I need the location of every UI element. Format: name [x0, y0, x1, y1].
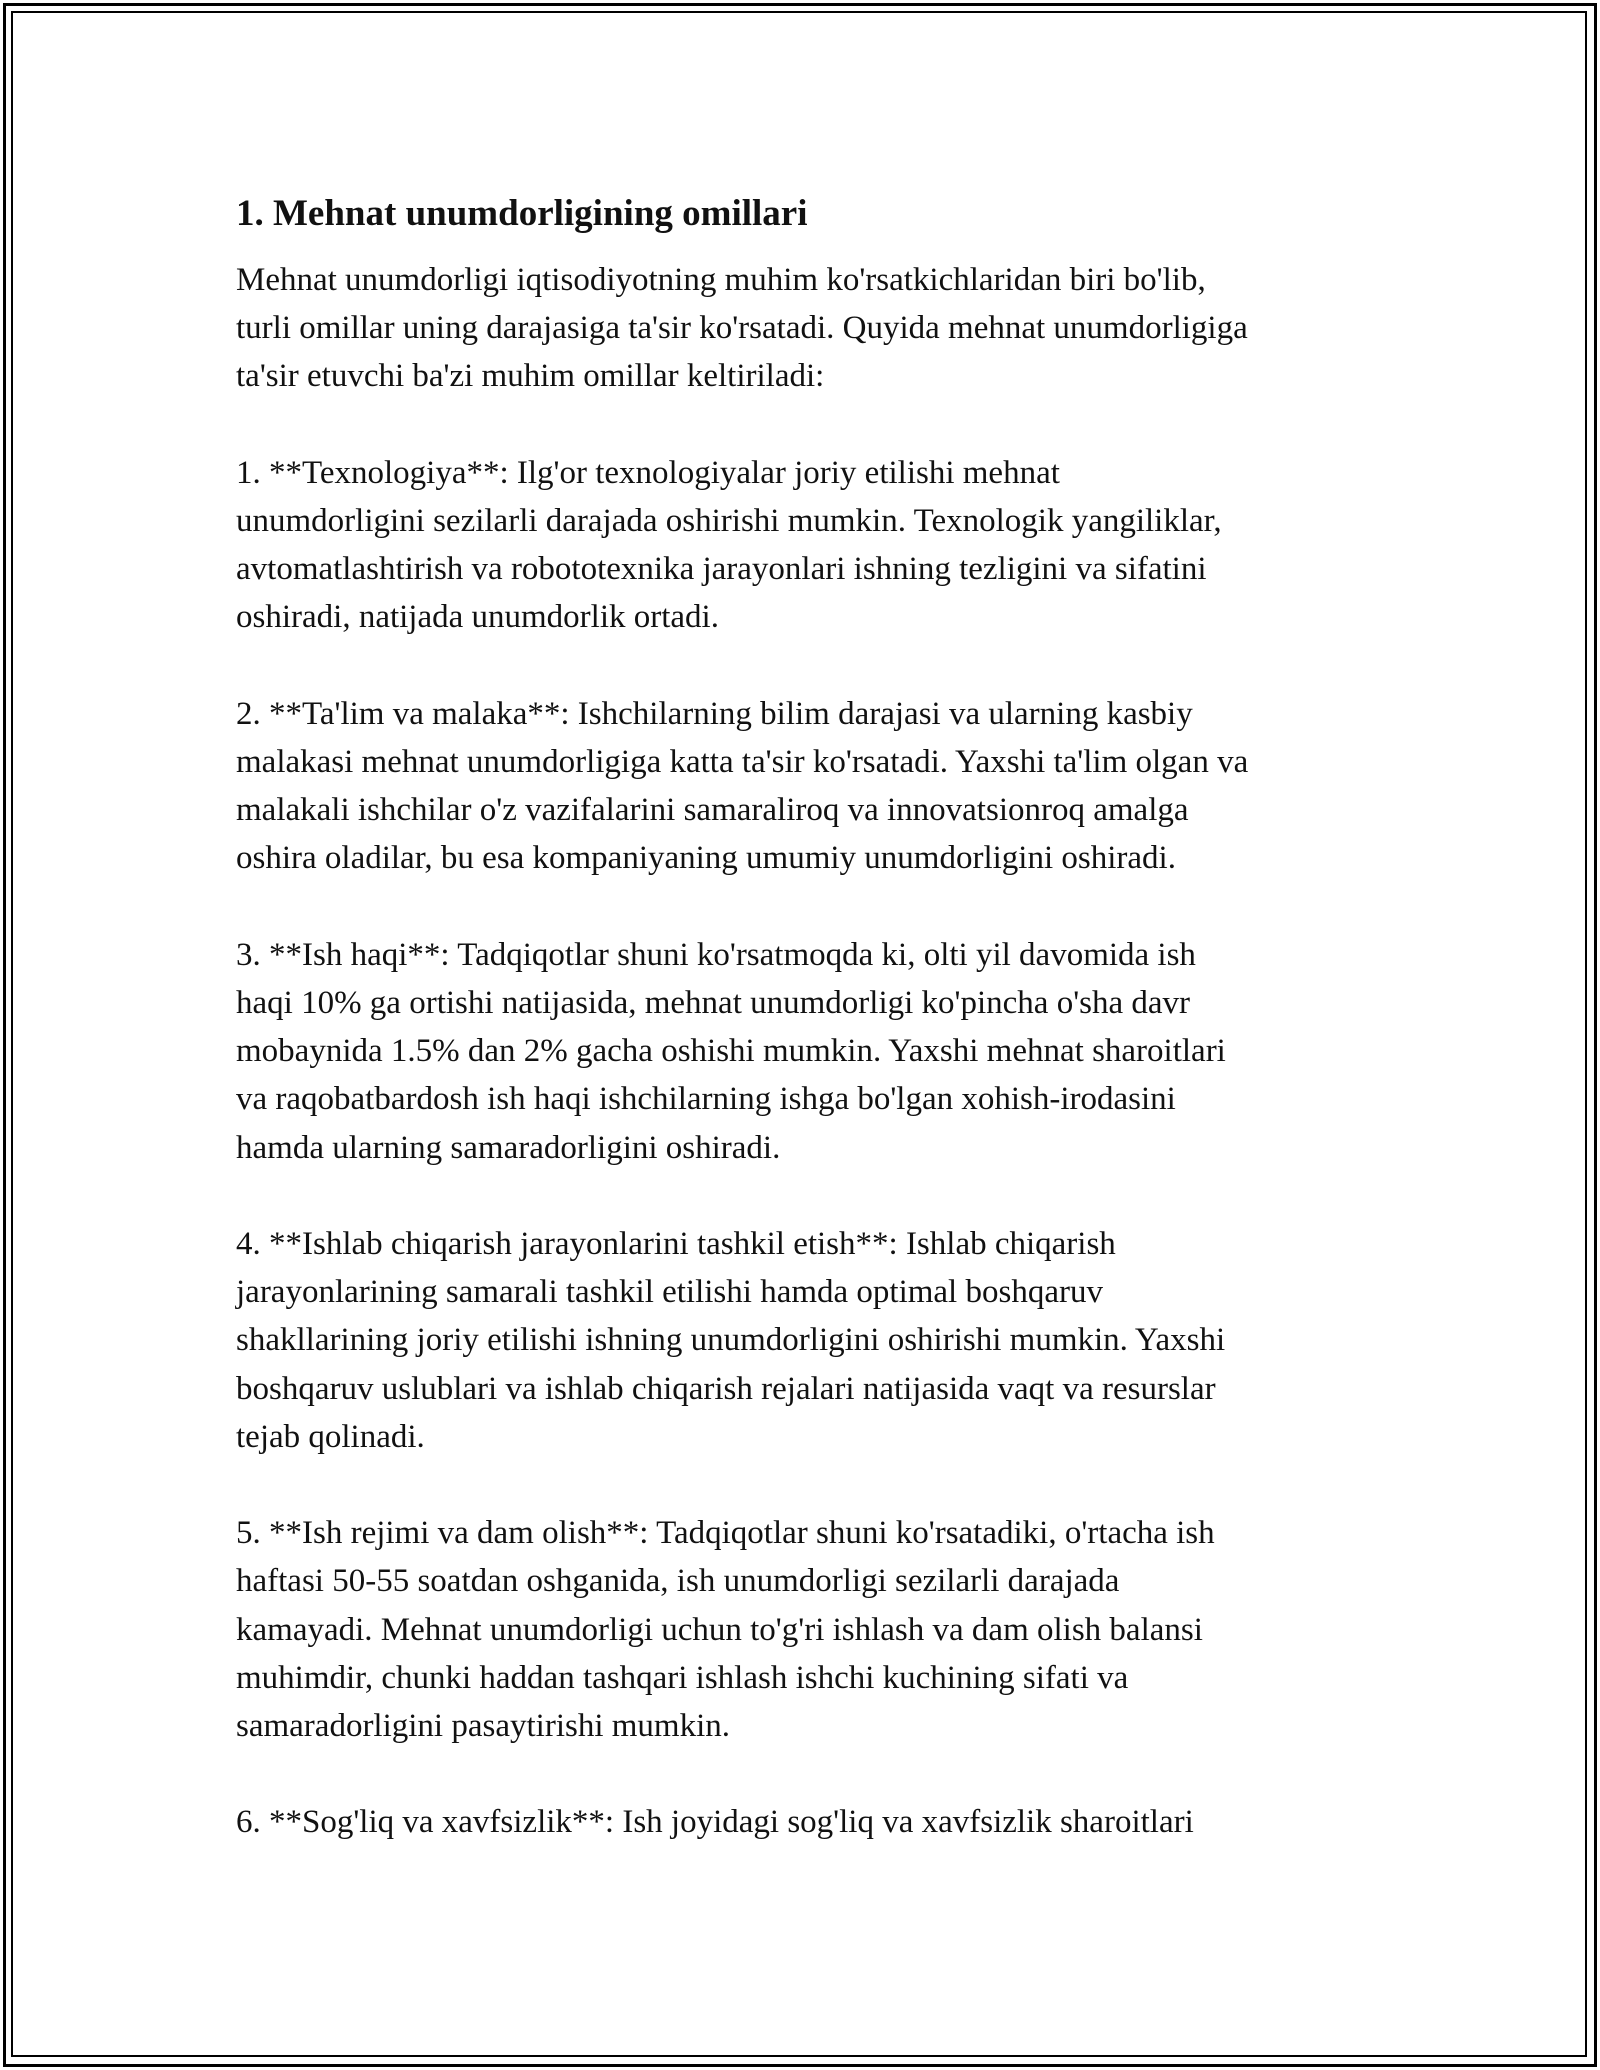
text-line: kamayadi. Mehnat unumdorligi uchun to'g'ri ishlash va dam olish balansi — [236, 1611, 1203, 1648]
text-line: malakasi mehnat unumdorligiga katta ta'sir ko'rsatadi. Yaxshi ta'lim olgan va — [236, 744, 1249, 780]
paragraph-list — [236, 256, 1386, 1847]
text-line: ta'sir etuvchi ba'zi muhim omillar keltiriladi: — [236, 358, 825, 395]
text-line: muhimdir, chunki haddan tashqari ishlash ishchi kuchining sifati va — [236, 1659, 1129, 1696]
text-line: oshiradi, natijada unumdorlik ortadi. — [236, 599, 719, 636]
text-line: samaradorligini pasaytirishi mumkin. — [236, 1708, 731, 1745]
text-line: 2. **Ta'lim va malaka**: Ishchilarning bilim darajasi va ularning kasbiy — [236, 695, 1193, 732]
text-line: unumdorligini sezilarli darajada oshirishi mumkin. Texnologik yangiliklar, — [236, 503, 1222, 539]
text-line: 4. **Ishlab chiqarish jarayonlarini tashkil etish**: Ishlab chiqarish — [236, 1226, 1116, 1262]
text-line: hamda ularning samaradorligini oshiradi. — [236, 1129, 781, 1166]
text-line: avtomatlashtirish va robototexnika jarayonlari ishning tezligini va sifatini — [236, 551, 1207, 588]
text-line: oshira oladilar, bu esa kompaniyaning umumiy unumdorligini oshiradi. — [236, 840, 1176, 877]
text-line: Mehnat unumdorligi iqtisodiyotning muhim ko'rsatkichlaridan biri bo'lib, — [236, 262, 1206, 298]
factor-paragraph-technology — [236, 449, 1386, 642]
text-line: jarayonlarining samarali tashkil etilishi hamda optimal boshqaruv — [236, 1274, 1103, 1311]
text-line: shakllarining joriy etilishi ishning unumdorligini oshirishi mumkin. Yaxshi — [236, 1322, 1226, 1359]
text-line: boshqaruv uslublari va ishlab chiqarish rejalari natijasida vaqt va resurslar — [236, 1370, 1216, 1407]
intro-paragraph — [236, 256, 1386, 401]
document-body — [236, 186, 1386, 1847]
text-line: malakali ishchilar o'z vazifalarini samaraliroq va innovatsionroq amalga — [236, 792, 1189, 829]
text-line: tejab qolinadi. — [236, 1418, 425, 1455]
factor-paragraph-work-regime — [236, 1509, 1386, 1750]
section-heading: 1. Mehnat unumdorligining omillari — [236, 193, 808, 234]
text-line: 5. **Ish rejimi va dam olish**: Tadqiqotlar shuni ko'rsatadiki, o'rtacha ish — [236, 1515, 1215, 1552]
factor-paragraph-production — [236, 1220, 1386, 1461]
factor-paragraph-health-safety — [236, 1798, 1386, 1846]
factor-paragraph-wages — [236, 931, 1386, 1172]
text-line: 1. **Texnologiya**: Ilg'or texnologiyalar joriy etilishi mehnat — [236, 454, 1060, 491]
text-line: va raqobatbardosh ish haqi ishchilarning ishga bo'lgan xohish-irodasini — [236, 1081, 1176, 1118]
factor-paragraph-education — [236, 690, 1386, 883]
text-line: 6. **Sog'liq va xavfsizlik**: Ish joyidagi sog'liq va xavfsizlik sharoitlari — [236, 1804, 1194, 1841]
text-line: haftasi 50-55 soatdan oshganida, ish unumdorligi sezilarli darajada — [236, 1563, 1120, 1600]
text-line: mobaynida 1.5% dan 2% gacha oshishi mumkin. Yaxshi mehnat sharoitlari — [236, 1033, 1226, 1070]
text-line: turli omillar uning darajasiga ta'sir ko'rsatadi. Quyida mehnat unumdorligiga — [236, 310, 1248, 347]
text-line: 3. **Ish haqi**: Tadqiqotlar shuni ko'rsatmoqda ki, olti yil davomida ish — [236, 936, 1196, 973]
text-line: haqi 10% ga ortishi natijasida, mehnat unumdorligi ko'pincha o'sha davr — [236, 985, 1191, 1021]
